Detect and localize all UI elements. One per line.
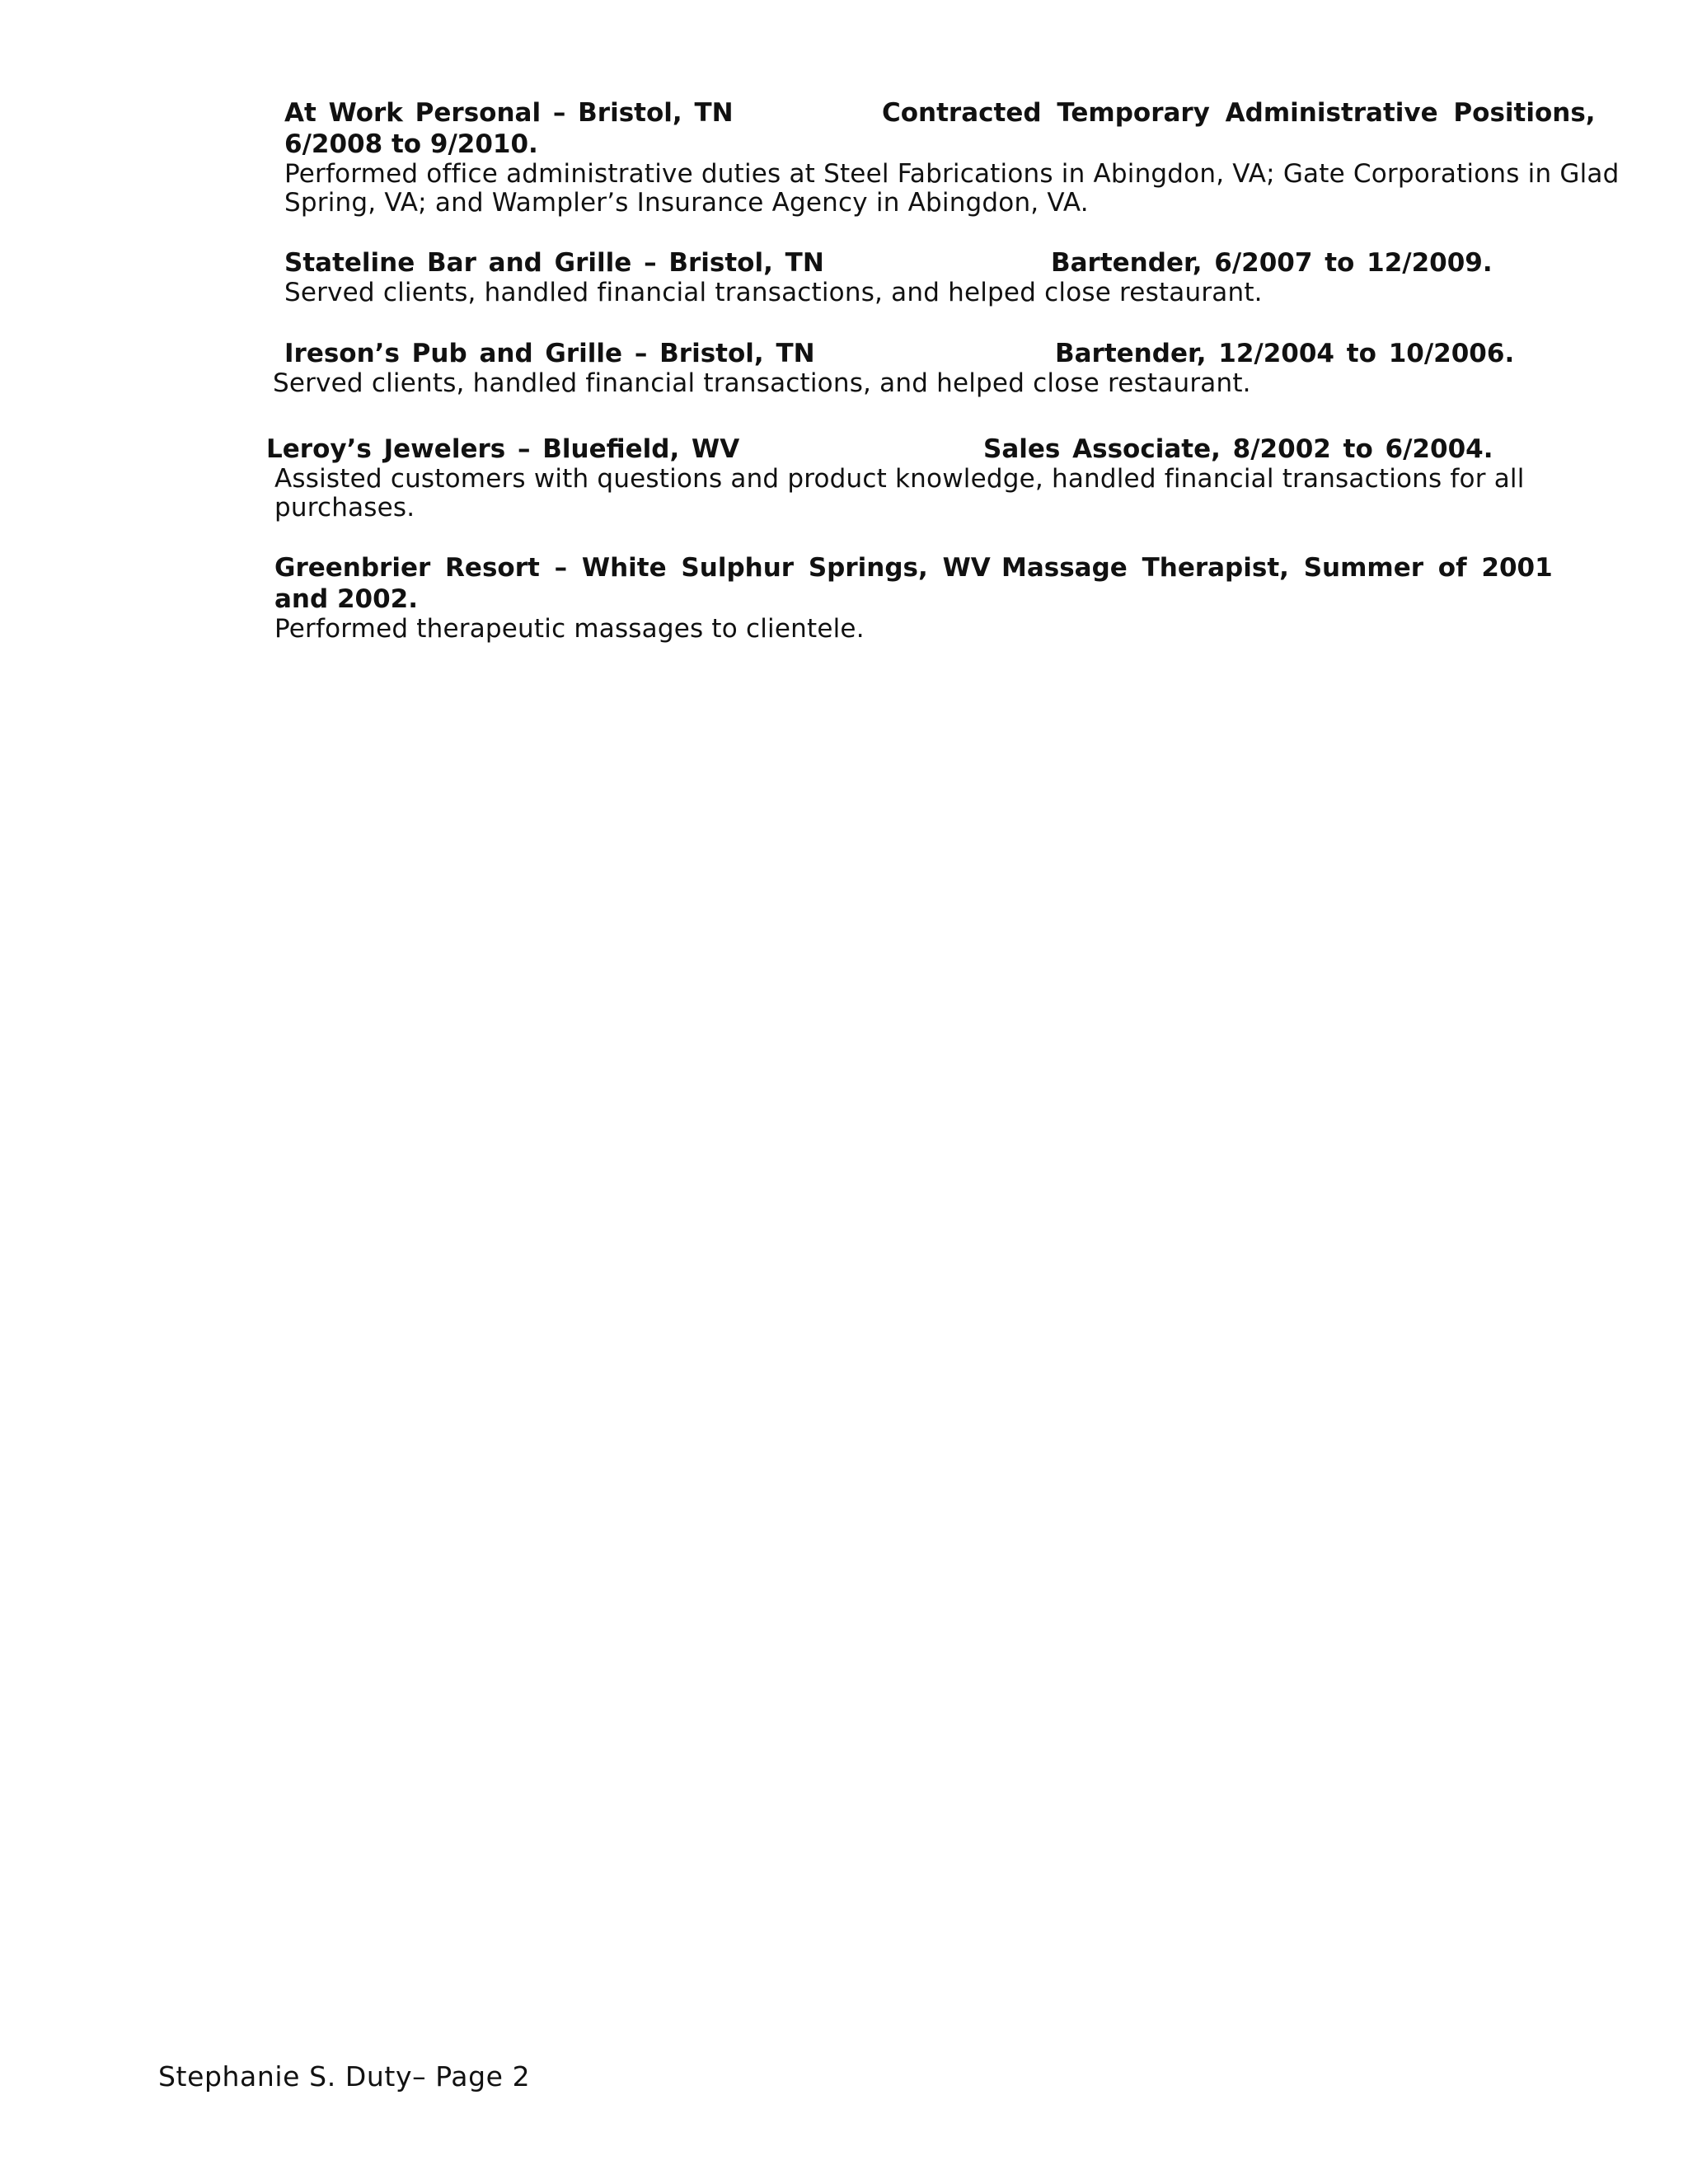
job-position-continued: and 2002. <box>274 584 419 614</box>
job-header <box>284 338 1570 369</box>
job-position: Massage Therapist, Summer of 2001 <box>1001 553 1553 583</box>
job-header <box>284 97 1596 129</box>
job-description-line: Served clients, handled financial transactions, and helped close restaurant. <box>284 278 1263 307</box>
job-description-line: purchases. <box>274 493 415 523</box>
job-entry-greenbrier-resort <box>274 552 1560 644</box>
employer-name: Greenbrier Resort – White Sulphur Springs, WV <box>274 553 991 583</box>
job-description-line: Served clients, handled financial transactions, and helped close restaurant. <box>273 368 1251 398</box>
page-footer: Stephanie S. Duty– Page 2 <box>158 2060 531 2093</box>
job-entry-stateline-bar <box>284 247 1570 307</box>
job-description <box>274 615 1560 644</box>
job-header <box>266 434 1552 465</box>
job-description-line: Assisted customers with questions and product knowledge, handled financial transactions for all <box>274 464 1525 494</box>
job-header <box>284 247 1570 279</box>
employer-name: Ireson’s Pub and Grille – Bristol, TN <box>284 339 815 368</box>
employer-name: Stateline Bar and Grille – Bristol, TN <box>284 248 824 278</box>
job-description <box>284 279 1570 307</box>
job-description <box>273 369 1570 398</box>
employer-name: Leroy’s Jewelers – Bluefield, WV <box>266 434 740 464</box>
job-position: Bartender, 6/2007 to 12/2009. <box>1051 248 1493 278</box>
job-description <box>284 159 1620 218</box>
job-entry-iresons-pub <box>273 338 1570 398</box>
job-position: Bartender, 12/2004 to 10/2006. <box>1055 339 1515 368</box>
job-description <box>274 465 1552 523</box>
job-description-line: Spring, VA; and Wampler’s Insurance Agency in Abingdon, VA. <box>284 188 1089 218</box>
job-entry-at-work-personal <box>284 97 1620 218</box>
job-position: Contracted Temporary Administrative Positions, <box>882 98 1596 128</box>
employer-name: At Work Personal – Bristol, TN <box>284 98 734 128</box>
job-position-continued: 6/2008 to 9/2010. <box>284 129 538 159</box>
job-header <box>274 552 1560 583</box>
job-position: Sales Associate, 8/2002 to 6/2004. <box>983 434 1493 464</box>
job-description-line: Performed therapeutic massages to clientele. <box>274 614 865 644</box>
job-description-line: Performed office administrative duties at Steel Fabrications in Abingdon, VA; Gate Corporations in Glad <box>284 159 1620 189</box>
job-entry-leroys-jewelers <box>266 434 1552 523</box>
